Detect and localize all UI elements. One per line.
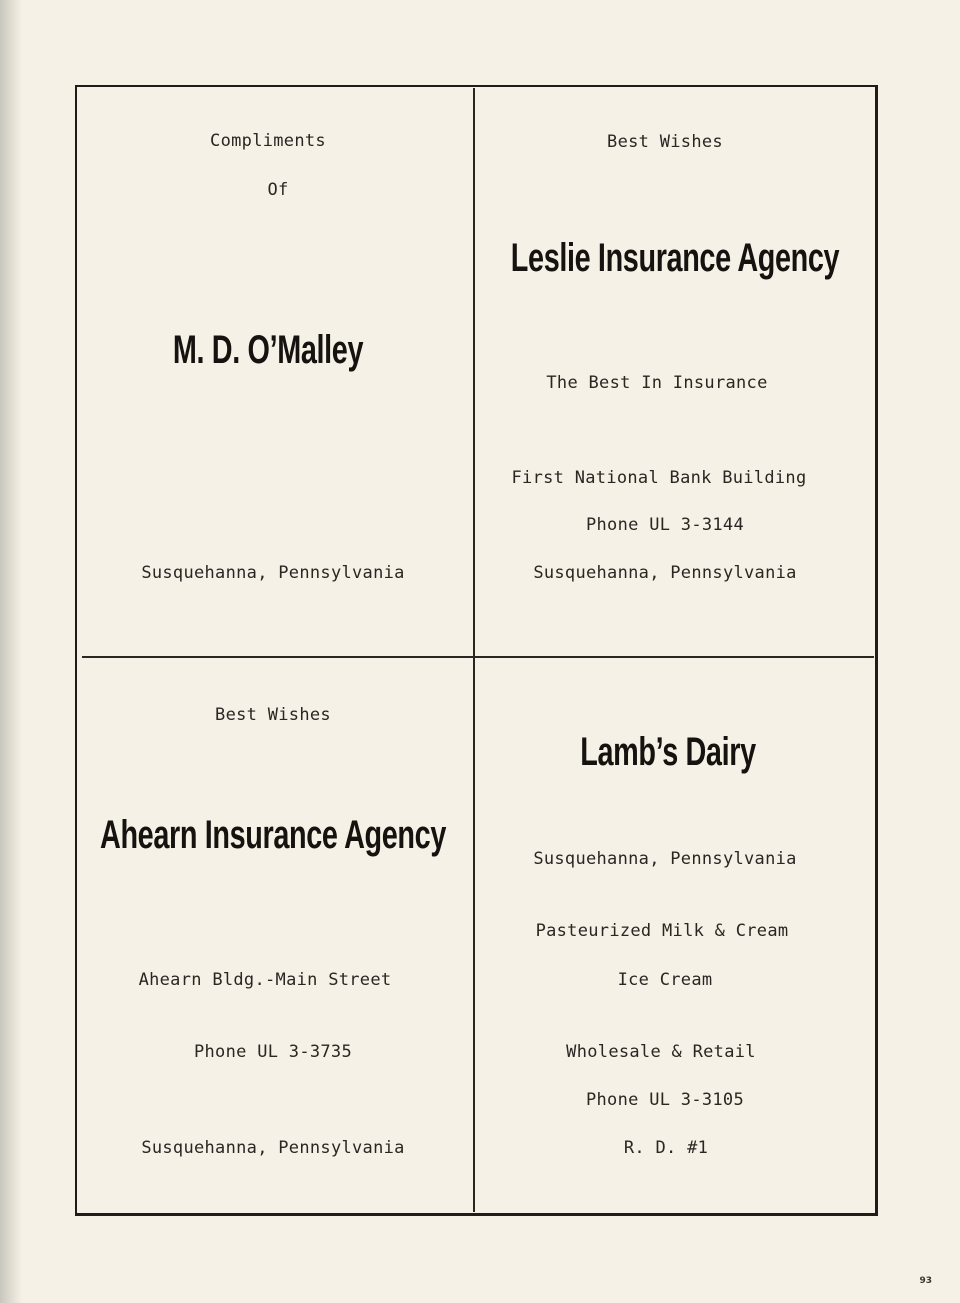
ahearn-greeting: Best Wishes xyxy=(215,705,331,725)
lambs-product-milk: Pasteurized Milk & Cream xyxy=(535,921,789,941)
ahearn-address: Ahearn Bldg.-Main Street xyxy=(138,970,392,990)
leslie-address: First National Bank Building xyxy=(511,468,807,488)
leslie-name: Leslie Insurance Agency xyxy=(510,236,840,280)
ahearn-phone: Phone UL 3-3735 xyxy=(193,1042,353,1062)
page-number: 93 xyxy=(919,1276,932,1286)
lambs-route: R. D. #1 xyxy=(623,1138,709,1158)
omalley-location: Susquehanna, Pennsylvania xyxy=(141,563,405,583)
leslie-greeting: Best Wishes xyxy=(607,132,723,152)
ahearn-name: Ahearn Insurance Agency xyxy=(100,813,446,857)
vertical-divider xyxy=(473,88,475,1212)
leslie-location: Susquehanna, Pennsylvania xyxy=(533,563,797,583)
omalley-compliments: Compliments xyxy=(210,131,326,151)
omalley-name: M. D. O’Malley xyxy=(172,328,364,372)
lambs-sales: Wholesale & Retail xyxy=(566,1042,756,1062)
omalley-of: Of xyxy=(267,180,289,200)
lambs-location: Susquehanna, Pennsylvania xyxy=(533,849,797,869)
horizontal-divider xyxy=(82,656,874,658)
lambs-product-icecream: Ice Cream xyxy=(617,970,713,990)
lambs-phone: Phone UL 3-3105 xyxy=(585,1090,745,1110)
page-binding-shadow xyxy=(0,0,22,1303)
leslie-slogan: The Best In Insurance xyxy=(546,373,768,393)
lambs-name: Lamb’s Dairy xyxy=(580,730,756,774)
ahearn-location: Susquehanna, Pennsylvania xyxy=(141,1138,405,1158)
leslie-phone: Phone UL 3-3144 xyxy=(585,515,745,535)
